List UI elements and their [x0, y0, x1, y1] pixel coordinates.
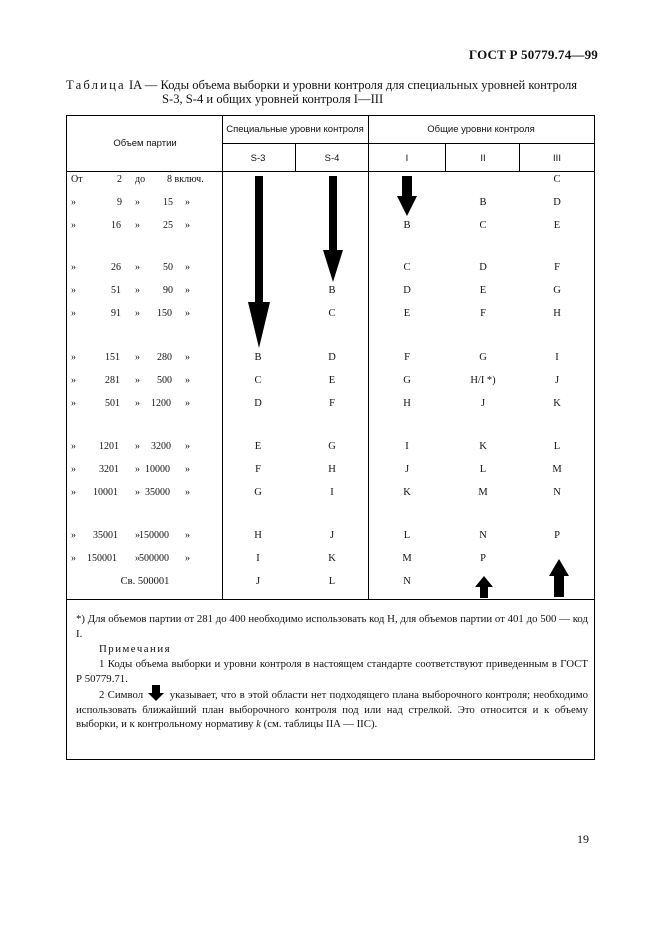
lot-suffix: »: [185, 441, 190, 452]
code-ii: P: [480, 553, 486, 564]
code-i: B: [403, 220, 411, 231]
lot-from: 1201: [99, 441, 119, 452]
lot-suffix: »: [185, 308, 190, 319]
page-number: 19: [577, 832, 589, 846]
header-level-s3: S-3: [250, 153, 266, 164]
note-2-end: (см. таблицы IIA — IIC).: [263, 718, 378, 730]
code-ii: K: [479, 441, 487, 452]
lot-to: 500: [157, 375, 172, 386]
code-i: J: [404, 464, 410, 475]
col-divider-ii-iii: [519, 144, 520, 171]
caption-text: IA — Коды объема выборки и уровни контроля для специальных уровней контроля: [128, 78, 578, 92]
lot-prefix: »: [71, 398, 76, 409]
caption-prefix: Таблица: [66, 78, 126, 92]
header-special-levels: Специальные уровни контроля: [226, 124, 364, 135]
lot-to: 3200: [151, 441, 171, 452]
lot-prefix: »: [71, 352, 76, 363]
up-arrow-icon: [549, 559, 569, 597]
lot-from: 3201: [99, 464, 119, 475]
up-arrow-icon: [475, 576, 493, 598]
code-ii: J: [480, 398, 486, 409]
lot-prefix: »: [71, 553, 76, 564]
header-level-iii: III: [553, 153, 561, 164]
lot-to: 280: [157, 352, 172, 363]
lot-to: 500000: [139, 553, 169, 564]
code-iii: K: [553, 398, 561, 409]
lot-prefix: »: [71, 441, 76, 452]
code-s3: G: [254, 487, 262, 498]
down-arrow-icon: [148, 685, 164, 701]
lot-separator: »: [135, 398, 140, 409]
code-ii: G: [479, 352, 487, 363]
note-1: 1 Коды объема выборки и уровни контроля в настоящем стандарте соответствуют приведенным в ГОСТ Р 50779.71.: [76, 658, 588, 685]
lot-prefix: »: [71, 375, 76, 386]
col-divider-special-general: [368, 116, 369, 599]
lot-prefix: »: [71, 487, 76, 498]
code-s4: J: [329, 530, 335, 541]
code-iii: G: [553, 285, 561, 296]
code-table: [66, 115, 595, 600]
lot-prefix: »: [71, 285, 76, 296]
lot-suffix: »: [185, 375, 190, 386]
lot-separator: »: [135, 220, 140, 231]
lot-suffix: »: [185, 352, 190, 363]
code-ii: L: [479, 464, 487, 475]
code-s3: J: [255, 576, 261, 587]
lot-prefix: »: [71, 464, 76, 475]
lot-separator: »: [135, 375, 140, 386]
lot-suffix: »: [185, 262, 190, 273]
lot-prefix: »: [71, 220, 76, 231]
lot-to: 35000: [145, 487, 170, 498]
header-level-i: I: [405, 153, 409, 164]
lot-from: 16: [111, 220, 121, 231]
table-caption-line2: S-3, S-4 и общих уровней контроля I—III: [162, 92, 384, 106]
code-iii: I: [555, 352, 559, 363]
table-caption-line1: [66, 78, 577, 93]
code-iii: N: [553, 487, 561, 498]
lot-suffix: »: [185, 220, 190, 231]
code-i: D: [403, 285, 411, 296]
lot-to: 150000: [139, 530, 169, 541]
lot-separator: »: [135, 487, 140, 498]
lot-separator: »: [135, 553, 140, 564]
code-iii: M: [552, 464, 562, 475]
code-i: I: [405, 441, 409, 452]
lot-to: 10000: [145, 464, 170, 475]
lot-to: 25: [163, 220, 173, 231]
code-s3: H: [254, 530, 262, 541]
code-iii: C: [553, 174, 561, 185]
code-ii: B: [479, 197, 487, 208]
down-arrow-icon: [323, 176, 343, 282]
lot-separator: »: [135, 530, 140, 541]
lot-separator: »: [135, 285, 140, 296]
col-divider-i-ii: [445, 144, 446, 171]
header-level-s4: S-4: [324, 153, 340, 164]
code-i: G: [403, 375, 411, 386]
note-2-text: указывает, что в этой области нет подходящего плана выборочного контроля; необходимо использовать ближайший план выборочного контроля под или над стрелкой. Это относится и к объему выборки, и к контрольному нормативу: [76, 689, 589, 730]
code-iii: F: [554, 262, 560, 273]
code-i: H: [403, 398, 411, 409]
footnote: *) Для объемов партии от 281 до 400 необходимо использовать код H, для объемов партии от 401 до 500 — код I.: [76, 613, 588, 640]
lot-from: 10001: [93, 487, 118, 498]
code-s4: K: [328, 553, 336, 564]
lot-separator: »: [135, 441, 140, 452]
lot-from: 35001: [93, 530, 118, 541]
lot-from: 51: [111, 285, 121, 296]
code-iii: L: [553, 441, 561, 452]
code-s3: B: [254, 352, 262, 363]
code-ii: E: [479, 285, 487, 296]
lot-separator: до: [135, 174, 146, 185]
code-s4: B: [328, 285, 336, 296]
code-s4: F: [329, 398, 335, 409]
header-subdivider: [222, 143, 594, 144]
lot-from: 150001: [87, 553, 117, 564]
code-s4: D: [328, 352, 336, 363]
lot-to: 15: [163, 197, 173, 208]
lot-separator: »: [135, 464, 140, 475]
lot-separator: »: [135, 262, 140, 273]
lot-to: 150: [157, 308, 172, 319]
lot-prefix: »: [71, 308, 76, 319]
code-ii: N: [479, 530, 487, 541]
code-i: E: [403, 308, 411, 319]
code-ii: C: [479, 220, 487, 231]
lot-from: 281: [105, 375, 120, 386]
code-iii: J: [554, 375, 560, 386]
code-s4: H: [328, 464, 336, 475]
code-i: K: [403, 487, 411, 498]
lot-prefix: »: [71, 530, 76, 541]
col-divider-s3-s4: [295, 144, 296, 171]
note-2-start: 2 Символ: [99, 689, 144, 701]
code-s3: I: [256, 553, 260, 564]
lot-to: 50: [163, 262, 173, 273]
code-s3: F: [255, 464, 261, 475]
code-s4: C: [328, 308, 336, 319]
header-general-levels: Общие уровни контроля: [427, 124, 535, 135]
code-s4: I: [330, 487, 334, 498]
code-iii: D: [553, 197, 561, 208]
lot-from: 9: [117, 197, 122, 208]
lot-suffix: »: [185, 197, 190, 208]
note-2: [76, 685, 588, 732]
lot-suffix: »: [185, 464, 190, 475]
lot-suffix: »: [185, 487, 190, 498]
code-i: N: [403, 576, 411, 587]
down-arrow-icon: [397, 176, 417, 216]
code-s4: L: [328, 576, 336, 587]
code-iii: H: [553, 308, 561, 319]
lot-from: 91: [111, 308, 121, 319]
lot-separator: »: [135, 308, 140, 319]
lot-suffix: »: [185, 553, 190, 564]
lot-from: 501: [105, 398, 120, 409]
lot-prefix: »: [71, 262, 76, 273]
lot-prefix: »: [71, 197, 76, 208]
code-ii: M: [478, 487, 488, 498]
document-code: ГОСТ Р 50779.74—99: [468, 47, 598, 62]
header-lot-size: Объем партии: [113, 138, 177, 149]
code-s3: E: [254, 441, 262, 452]
lot-from: 151: [105, 352, 120, 363]
code-ii: H/I *): [470, 375, 496, 386]
notes-title: Примечания: [99, 643, 172, 655]
lot-prefix: От: [71, 174, 83, 185]
code-i: F: [404, 352, 410, 363]
code-s3: D: [254, 398, 262, 409]
lot-from: 26: [111, 262, 121, 273]
lot-separator: »: [135, 197, 140, 208]
lot-from: 2: [117, 174, 122, 185]
note-2-k: k: [256, 718, 261, 730]
code-i: L: [403, 530, 411, 541]
lot-suffix: »: [185, 398, 190, 409]
down-arrow-icon: [248, 176, 270, 348]
code-iii: E: [553, 220, 561, 231]
lot-suffix: »: [185, 285, 190, 296]
lot-suffix: »: [185, 530, 190, 541]
col-divider-lot: [222, 116, 223, 599]
lot-size-label: Св. 500001: [120, 576, 170, 587]
header-level-ii: II: [480, 153, 486, 164]
code-ii: F: [480, 308, 486, 319]
lot-to: 90: [163, 285, 173, 296]
code-i: M: [402, 553, 412, 564]
code-ii: D: [479, 262, 487, 273]
code-s4: G: [328, 441, 336, 452]
code-i: C: [403, 262, 411, 273]
lot-to: 8 включ.: [167, 174, 204, 185]
code-s4: E: [328, 375, 336, 386]
header-bottom-rule: [67, 171, 594, 172]
code-iii: P: [554, 530, 560, 541]
code-s3: C: [254, 375, 262, 386]
lot-to: 1200: [151, 398, 171, 409]
lot-separator: »: [135, 352, 140, 363]
